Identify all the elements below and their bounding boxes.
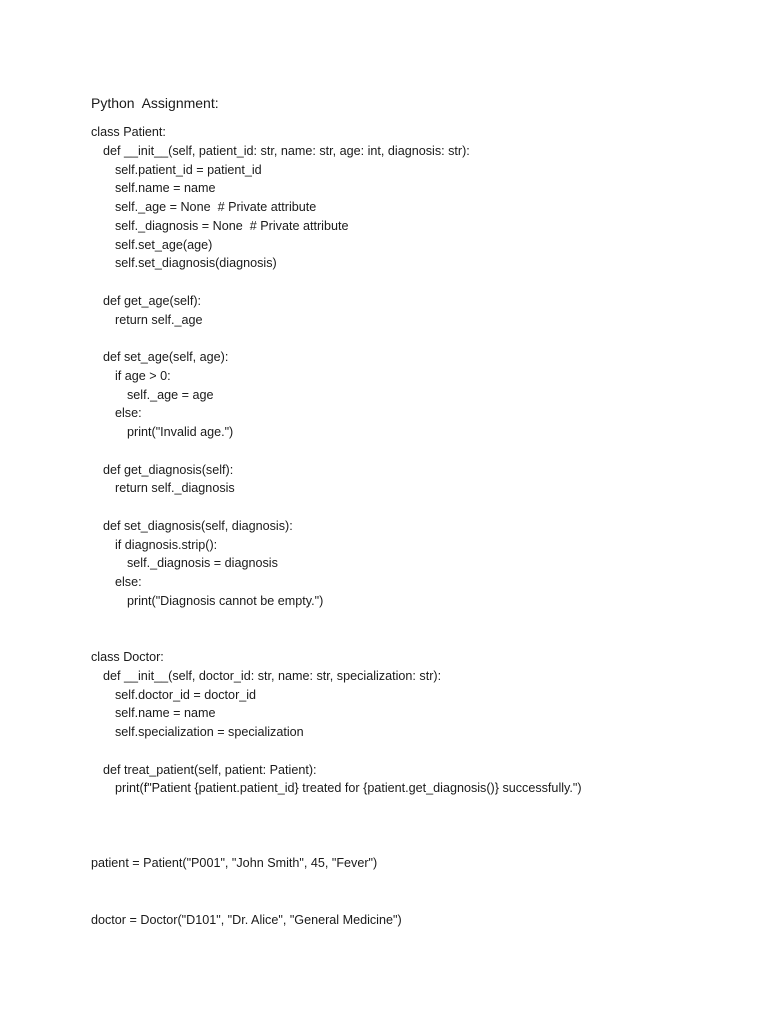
code-line: self._diagnosis = None # Private attribute	[115, 218, 349, 233]
code-line: self.set_diagnosis(diagnosis)	[115, 256, 277, 271]
code-line: self.name = name	[115, 181, 216, 196]
code-line: self._diagnosis = diagnosis	[127, 556, 278, 571]
code-line: class Doctor:	[91, 650, 164, 664]
blank-line	[91, 629, 582, 648]
blank-line	[91, 329, 582, 348]
blank-line	[91, 817, 582, 836]
code-line: self._age = age	[127, 387, 214, 402]
blank-line	[91, 742, 582, 761]
code-line: self._age = None # Private attribute	[115, 200, 317, 214]
code-block	[91, 123, 582, 929]
code-line: if age > 0:	[115, 368, 171, 383]
code-line: self.patient_id = patient_id	[115, 162, 262, 177]
code-line: patient = Patient("P001", "John Smith", 45, "Fever")	[91, 856, 378, 871]
code-line: def get_diagnosis(self):	[103, 462, 234, 477]
code-line: def __init__(self, patient_id: str, name: str, age: int, diagnosis: str):	[103, 143, 470, 158]
code-line: else:	[115, 406, 142, 421]
blank-line	[91, 611, 582, 630]
blank-line	[91, 442, 582, 461]
code-line: print("Diagnosis cannot be empty.")	[127, 593, 324, 608]
code-line: def set_diagnosis(self, diagnosis):	[103, 518, 293, 533]
code-line: print(f"Patient {patient.patient_id} treated for {patient.get_diagnosis()} successfully.")	[115, 781, 582, 796]
code-line: def get_age(self):	[103, 293, 202, 308]
code-line: return self._age	[115, 312, 203, 327]
code-line: def treat_patient(self, patient: Patient):	[103, 762, 317, 777]
blank-line	[91, 873, 582, 892]
code-line: def set_age(self, age):	[103, 350, 229, 364]
blank-line	[91, 498, 582, 517]
code-line: def __init__(self, doctor_id: str, name: str, specialization: str):	[103, 668, 442, 683]
code-line: self.doctor_id = doctor_id	[115, 687, 257, 702]
code-line: self.set_age(age)	[115, 237, 213, 252]
blank-line	[91, 798, 582, 817]
code-line: self.name = name	[115, 706, 216, 721]
document-title: Python Assignment:	[91, 95, 219, 111]
code-line: print("Invalid age.")	[127, 425, 234, 439]
blank-line	[91, 836, 582, 855]
code-line: return self._diagnosis	[115, 481, 235, 496]
code-line: if diagnosis.strip():	[115, 537, 218, 552]
code-line: doctor = Doctor("D101", "Dr. Alice", "General Medicine")	[91, 912, 402, 927]
code-line: class Patient:	[91, 125, 166, 139]
blank-line	[91, 892, 582, 911]
code-line: self.specialization = specialization	[115, 725, 304, 739]
blank-line	[91, 273, 582, 292]
code-line: else:	[115, 575, 142, 589]
